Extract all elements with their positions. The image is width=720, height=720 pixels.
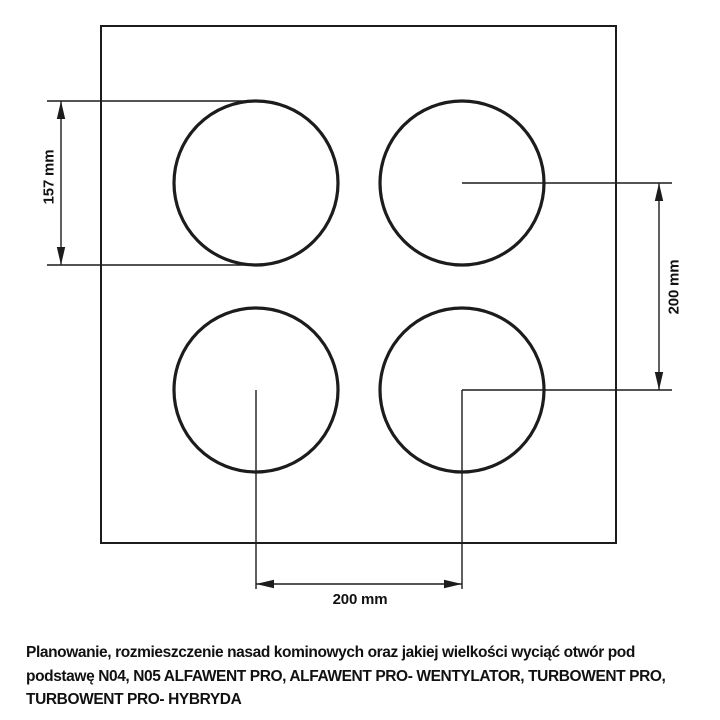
plate-outline xyxy=(101,26,616,543)
caption-line-1: Planowanie, rozmieszczenie nasad kominowych oraz jakiej wielkości wyciąć otwór pod xyxy=(26,644,635,661)
hole-top-left xyxy=(174,101,338,265)
arrowhead-up-icon xyxy=(655,183,663,201)
caption-line-3: TURBOWENT PRO- HYBRYDA xyxy=(26,691,242,708)
caption-line-2: podstawę N04, N05 ALFAWENT PRO, ALFAWENT PRO- WENTYLATOR, TURBOWENT PRO, xyxy=(26,667,666,685)
arrowhead-down-icon xyxy=(655,372,663,390)
dimension-label-left: 157 mm xyxy=(40,149,58,205)
arrowhead-right-icon xyxy=(444,580,462,588)
arrowhead-up-icon xyxy=(57,101,65,119)
dimension-label-bottom: 200 mm xyxy=(332,591,388,608)
arrowhead-down-icon xyxy=(57,247,65,265)
caption xyxy=(26,641,665,712)
arrowhead-left-icon xyxy=(256,580,274,588)
dimension-label-right: 200 mm xyxy=(665,259,683,315)
